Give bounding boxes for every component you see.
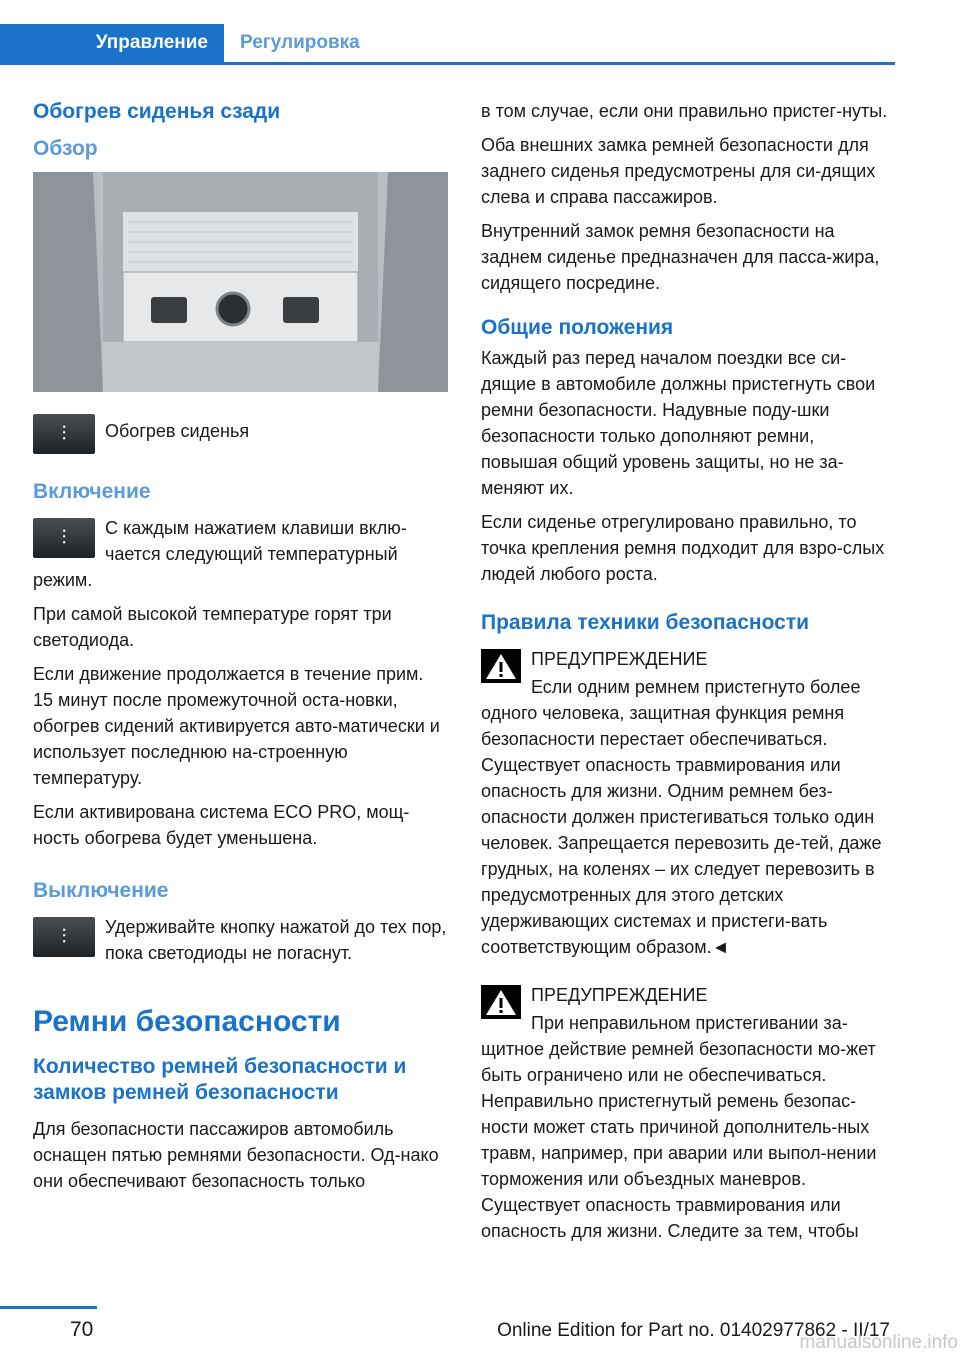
heading-general: Общие положения — [481, 316, 674, 339]
switch-on-block — [33, 515, 448, 601]
seat-heating-button-icon: ⫶ — [33, 917, 95, 957]
rear-console-photo — [33, 172, 448, 392]
para-switch-off: Удерживайте кнопку нажатой до тех пор, пока светодиоды не погаснут. — [105, 917, 447, 963]
tab-controls[interactable]: Управление — [0, 24, 224, 62]
header-tabbar — [0, 24, 895, 65]
left-column — [33, 98, 448, 1202]
para-outer-buckles: Оба внешних замка ремней безопасности для заднего сиденья предусмотрены для си-дящих слева и справа пассажиров. — [481, 135, 876, 207]
tab-adjustment[interactable]: Регулировка — [240, 32, 360, 53]
warning-block-1 — [481, 646, 895, 968]
heading-safety-rules: Правила техники безопасности — [481, 611, 810, 634]
seat-heating-button-icon: ⫶ — [33, 414, 95, 454]
para-general-2: Если сиденье отрегулировано правильно, то точка крепления ремня подходит для взро-слых людей любого роста. — [481, 512, 885, 584]
edition-text: Online Edition for Part no. 01402977862 - II/17 — [497, 1320, 890, 1341]
warning-2-title: ПРЕДУПРЕЖДЕНИЕ — [531, 985, 708, 1005]
heading-belt-count: Количество ремней безопасности и замков ремней безопасности — [33, 1055, 407, 1104]
icon-legend-row — [33, 412, 448, 454]
para-inner-buckle: Внутренний замок ремня безопасности на заднем сиденье предназначен для пасса-жира, сидящего посредине. — [481, 221, 880, 293]
seat-heating-button-icon: ⫶ — [33, 518, 95, 558]
para-switch-on-3: Если движение продолжается в течение прим. 15 минут после промежуточной оста-новки, обогрев сидений активируется авто-матически и использует последнюю на-строенную температуру. — [33, 664, 440, 788]
warning-triangle-icon — [481, 985, 521, 1019]
heading-overview: Обзор — [33, 137, 98, 160]
footer-rule — [0, 1306, 97, 1309]
heading-switch-on: Включение — [33, 480, 151, 503]
para-continued: в том случае, если они правильно пристег-нуты. — [481, 101, 888, 121]
warning-1-text: Если одним ремнем пристегнуто более одного человека, защитная функция ремня безопасности перестает обеспечиваться. Существует опасность травмирования или опасность для жизни. Одним ремнем без-опасности должен пристегиваться только один человек. Запрещается перевозить де-тей, даже грудных, на коленях – их следует перевозить в предусмотренных для этого детских удерживающих системах и пристеги-вать соответствующим образом.◄ — [481, 677, 882, 957]
heading-rear-seat-heating: Обогрев сиденья сзади — [33, 100, 281, 123]
right-column — [481, 98, 895, 1252]
warning-triangle-icon — [481, 649, 521, 683]
heading-seat-belts: Ремни безопасности — [33, 1005, 341, 1038]
para-switch-on-2: При самой высокой температуре горят три светодиода. — [33, 604, 392, 650]
para-general-1: Каждый раз перед началом поездки все си-дящие в автомобиле должны пристегнуть свои ремни безопасности. Надувные поду-шки безопасности только дополняют ремни, повышая общий уровень защиты, но не за-меняют их. — [481, 348, 876, 498]
switch-off-block — [33, 914, 448, 974]
para-switch-on-1: С каждым нажатием клавиши вклю-чается следующий температурный режим. — [33, 518, 407, 590]
warning-block-2 — [481, 982, 895, 1252]
console-illustration — [33, 172, 448, 392]
para-switch-on-4: Если активирована система ECO PRO, мощ-ность обогрева будет уменьшена. — [33, 802, 410, 848]
icon-label: Обогрев сиденья — [105, 421, 250, 441]
warning-1-title: ПРЕДУПРЕЖДЕНИЕ — [531, 649, 708, 669]
watermark: manualsonline.info — [799, 1332, 958, 1353]
para-belt-count: Для безопасности пассажиров автомобиль оснащен пятью ремнями безопасности. Од-нако они обеспечивают безопасность только — [33, 1119, 439, 1191]
heading-switch-off: Выключение — [33, 879, 169, 902]
page-number: 70 — [70, 1318, 94, 1341]
warning-2-text: При неправильном пристегивании за-щитное действие ремней безопасности мо-жет быть ограничено или не обеспечиваться. Неправильно пристегнутый ремень безопас-ности может стать причиной дополнитель-ных травм, например, при аварии или выпол-нении торможения или объездных маневров. Существует опасность травмирования или опасность для жизни. Следите за тем, чтобы — [481, 1013, 877, 1241]
